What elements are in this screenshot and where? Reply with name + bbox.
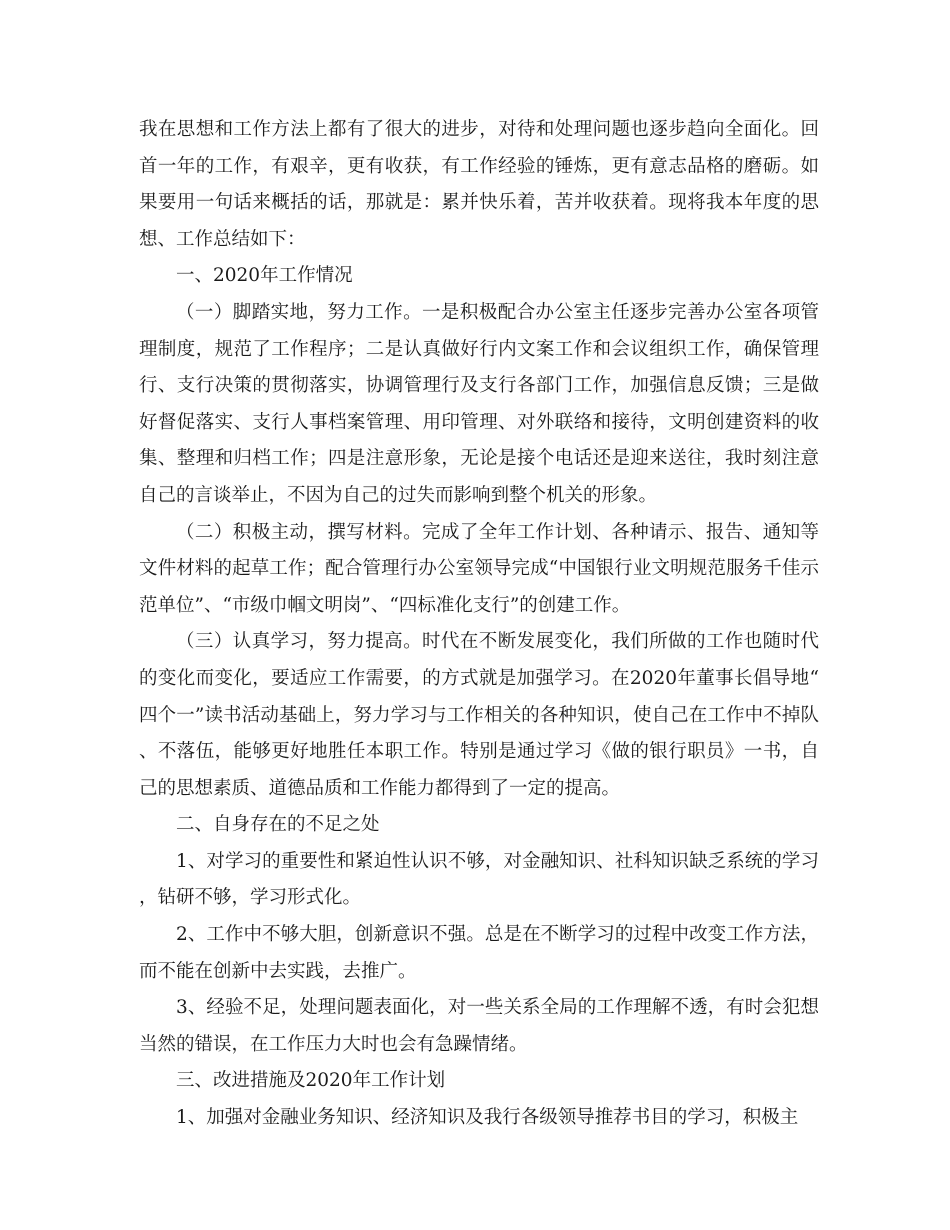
section-heading-2: 二、自身存在的不足之处: [176, 814, 380, 836]
plan-item-1: 1、加强对金融业务知识、经济知识及我行各级领导推荐书目的学习，积极主: [176, 1107, 799, 1129]
document-body: [139, 112, 819, 1137]
shortcoming-item-3: 3、经验不足，处理问题表面化，对一些关系全局的工作理解不透，有时会犯想当然的错误，在工作压力大时也会有急躁情绪。: [139, 997, 819, 1055]
paragraph-work-3: （三）认真学习，努力提高。时代在不断发展变化，我们所做的工作也随时代的变化而变化，要适应工作需要，的方式就是加强学习。在2020年董事长倡导地“四个一”读书活动基础上，努力学习与工作相关的各种知识，使自己在工作中不掉队、不落伍，能够更好地胜任本职工作。特别是通过学习《做的银行职员》一书，自己的思想素质、道德品质和工作能力都得到了一定的提高。: [139, 631, 819, 799]
section-heading-1: 一、2020年工作情况: [176, 265, 353, 287]
section-heading-3: 三、改进措施及2020年工作计划: [176, 1070, 446, 1092]
paragraph-work-1: （一）脚踏实地，努力工作。一是积极配合办公室主任逐步完善办公室各项管理制度，规范了工作程序；二是认真做好行内文案工作和会议组织工作，确保管理行、支行决策的贯彻落实，协调管理行及支行各部门工作，加强信息反馈；三是做好督促落实、支行人事档案管理、用印管理、对外联络和接待，文明创建资料的收集、整理和归档工作；四是注意形象，无论是接个电话还是迎来送往，我时刻注意自己的言谈举止，不因为自己的过失而影响到整个机关的形象。: [139, 301, 819, 506]
shortcoming-item-2: 2、工作中不够大胆，创新意识不强。总是在不断学习的过程中改变工作方法，而不能在创新中去实践，去推广。: [139, 924, 819, 982]
paragraph-work-2: （二）积极主动，撰写材料。完成了全年工作计划、各种请示、报告、通知等文件材料的起草工作；配合管理行办公室领导完成“中国银行业文明规范服务千佳示范单位”、“市级巾帼文明岗”、“四标准化支行”的创建工作。: [139, 521, 819, 616]
shortcoming-item-1: 1、对学习的重要性和紧迫性认识不够，对金融知识、社科知识缺乏系统的学习，钻研不够，学习形式化。: [139, 850, 819, 909]
intro-paragraph: 我在思想和工作方法上都有了很大的进步，对待和处理问题也逐步趋向全面化。回首一年的工作，有艰辛，更有收获，有工作经验的锤炼，更有意志品格的磨砺。如果要用一句话来概括的话，那就是：累并快乐着，苦并收获着。现将我本年度的思想、工作总结如下：: [139, 119, 819, 250]
